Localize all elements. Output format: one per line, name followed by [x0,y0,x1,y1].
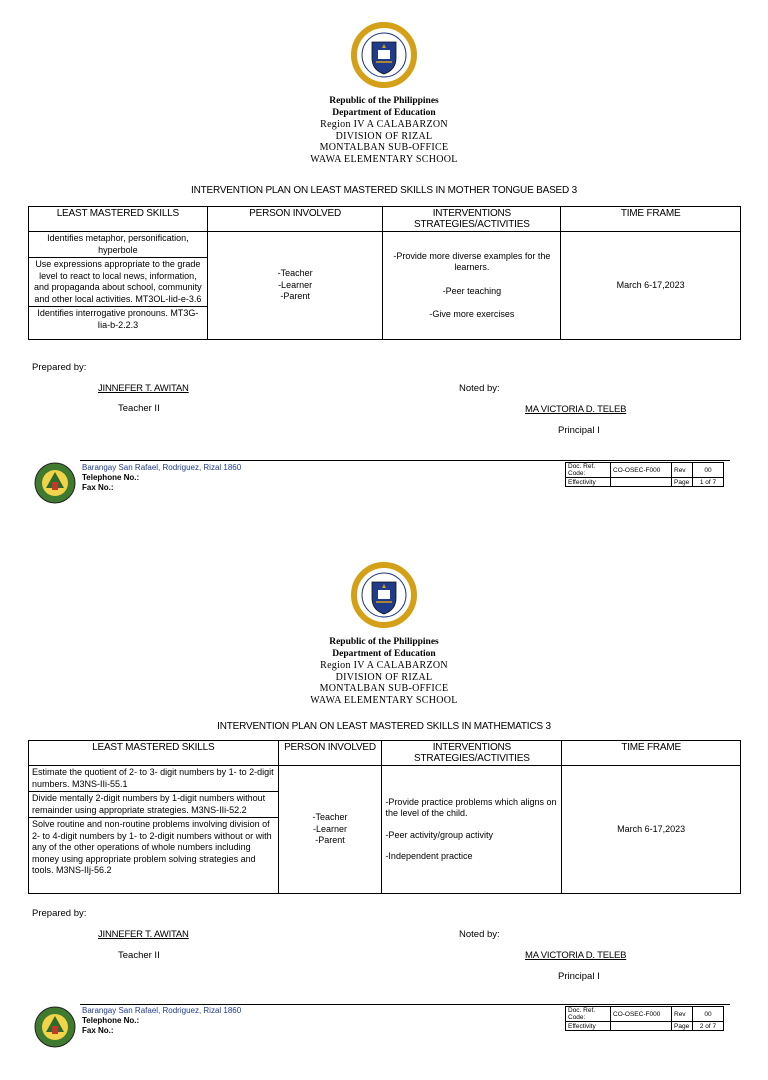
deped-seal-icon [351,22,417,88]
skill-item: Divide mentally 2-digit numbers by 1-digit numbers without remainder using appropriate strategies. M3NS-IIi-52.2 [29,792,278,818]
footer-contact [82,463,241,493]
rev-value: 00 [693,1007,724,1022]
skills-cell [29,766,279,894]
page-value: 1 of 7 [693,478,724,487]
footer-divider [80,1004,730,1005]
col-header-time: TIME FRAME [561,207,741,232]
effectivity-value [611,478,672,487]
skill-item: Estimate the quotient of 2- to 3- digit numbers by 1- to 2-digit numbers. M3NS-IIi-55.1 [29,766,278,792]
rev-value: 00 [693,463,724,478]
doc-ref-table [565,462,724,487]
noter-name: MA VICTORIA D. TELEB [525,404,627,415]
footer-fax: Fax No.: [82,483,114,492]
page-label: Page [672,478,693,487]
document-page-2 [0,540,768,1080]
col-header-skills: LEAST MASTERED SKILLS [29,207,208,232]
col-header-person: PERSON INVOLVED [278,741,382,766]
deped-seal-icon [351,562,417,628]
letterhead-department: Department of Education [332,648,436,659]
interventions-cell [383,232,561,340]
skill-item: Solve routine and non-routine problems involving division of 2- to 4-digit numbers by 1- to 2-digit numbers without or with any of the other operations of whole numbers including money using appropriate problem solving strategies and tools. M3NS-IIj-56.2 [32,819,272,875]
school-logo-icon [34,1006,76,1048]
doc-ref-value: CO-OSEC-F000 [611,1007,672,1022]
skill-item: Identifies metaphor, personification, hyperbole [29,232,207,258]
letterhead-division: DIVISION OF RIZAL [335,671,433,683]
intervention-item: -Provide practice problems which aligns on the level of the child. [385,796,557,818]
col-header-interventions-line2: STRATEGIES/ACTIVITIES [414,219,530,230]
noted-by-label: Noted by: [459,929,500,940]
col-header-interventions-line1: INTERVENTIONS [432,742,512,753]
page-value: 2 of 7 [693,1022,724,1031]
col-header-person: PERSON INVOLVED [207,207,383,232]
person-item: -Parent [280,291,310,302]
letterhead-suboffice: MONTALBAN SUB-OFFICE [319,683,449,694]
letterhead [0,637,768,706]
letterhead-region: Region IV A CALABARZON [320,660,448,671]
plan-title: INTERVENTION PLAN ON LEAST MASTERED SKILLS IN MATHEMATICS 3 [217,721,551,732]
noter-name: MA VICTORIA D. TELEB [525,950,627,961]
prepared-by-label: Prepared by: [32,908,87,919]
col-header-interventions [382,741,562,766]
col-header-skills: LEAST MASTERED SKILLS [29,741,279,766]
person-item: -Parent [315,835,345,846]
effectivity-label: Effectivity [566,478,611,487]
col-header-interventions-line1: INTERVENTIONS [432,208,512,219]
skills-cell [29,232,208,340]
letterhead-republic: Republic of the Philippines [329,96,439,106]
person-item: -Teacher [277,268,313,279]
skill-item: Identifies interrogative pronouns. MT3G-Iia-b-2.2.3 [37,308,199,330]
rev-label: Rev [672,1007,693,1022]
preparer-name: JINNEFER T. AWITAN [98,929,189,940]
letterhead-school: WAWA ELEMENTARY SCHOOL [310,694,458,706]
letterhead-suboffice: MONTALBAN SUB-OFFICE [319,142,449,153]
person-item: -Learner [278,279,313,290]
preparer-name: JINNEFER T. AWITAN [98,383,189,394]
person-item: -Teacher [312,812,348,823]
intervention-item: -Give more exercises [429,309,515,319]
footer-address: Barangay San Rafael, Rodriguez, Rizal 1860 [82,1006,242,1015]
col-header-interventions [383,207,561,232]
letterhead-division: DIVISION OF RIZAL [335,130,433,142]
letterhead-department: Department of Education [332,107,436,118]
letterhead-region: Region IV A CALABARZON [320,119,448,130]
col-header-interventions-line2: STRATEGIES/ACTIVITIES [414,753,530,764]
preparer-title: Teacher II [118,403,160,414]
intervention-table [28,740,741,894]
intervention-item: -Peer activity/group activity [385,829,493,840]
letterhead [0,96,768,165]
school-logo-icon [34,462,76,504]
persons-cell [278,766,382,894]
noter-title: Principal I [558,971,600,982]
footer-contact [82,1006,241,1036]
letterhead-school: WAWA ELEMENTARY SCHOOL [310,153,458,165]
footer-address: Barangay San Rafael, Rodriguez, Rizal 1860 [82,463,242,472]
noted-by-label: Noted by: [459,383,500,394]
rev-label: Rev [672,463,693,478]
footer-telephone: Telephone No.: [82,1016,140,1025]
skill-item: Use expressions appropriate to the grade level to react to local news, information, and propaganda about school, community and other local activities. MT3OL-Iid-e-3.6 [29,258,207,307]
doc-ref-label: Doc. Ref. Code: [566,463,611,478]
page-label: Page [672,1022,693,1031]
footer-telephone: Telephone No.: [82,473,140,482]
intervention-item: -Provide more diverse examples for the learners. [393,250,551,272]
time-frame-cell: March 6-17,2023 [562,766,741,894]
footer-fax: Fax No.: [82,1026,114,1035]
person-item: -Learner [312,823,348,834]
prepared-by-label: Prepared by: [32,362,87,373]
col-header-time: TIME FRAME [562,741,741,766]
footer-divider [80,460,730,461]
intervention-item: -Independent practice [385,851,473,861]
effectivity-label: Effectivity [566,1022,611,1031]
intervention-table [28,206,741,340]
preparer-title: Teacher II [118,950,160,961]
noter-title: Principal I [558,425,600,436]
letterhead-republic: Republic of the Philippines [329,637,439,647]
intervention-item: -Peer teaching [442,285,502,296]
interventions-cell [382,766,562,894]
doc-ref-value: CO-OSEC-F000 [611,463,672,478]
persons-cell [207,232,383,340]
plan-title: INTERVENTION PLAN ON LEAST MASTERED SKILLS IN MOTHER TONGUE BASED 3 [191,185,577,196]
effectivity-value [611,1022,672,1031]
time-frame-cell: March 6-17,2023 [561,232,741,340]
doc-ref-label: Doc. Ref. Code: [566,1007,611,1022]
doc-ref-table [565,1006,724,1031]
